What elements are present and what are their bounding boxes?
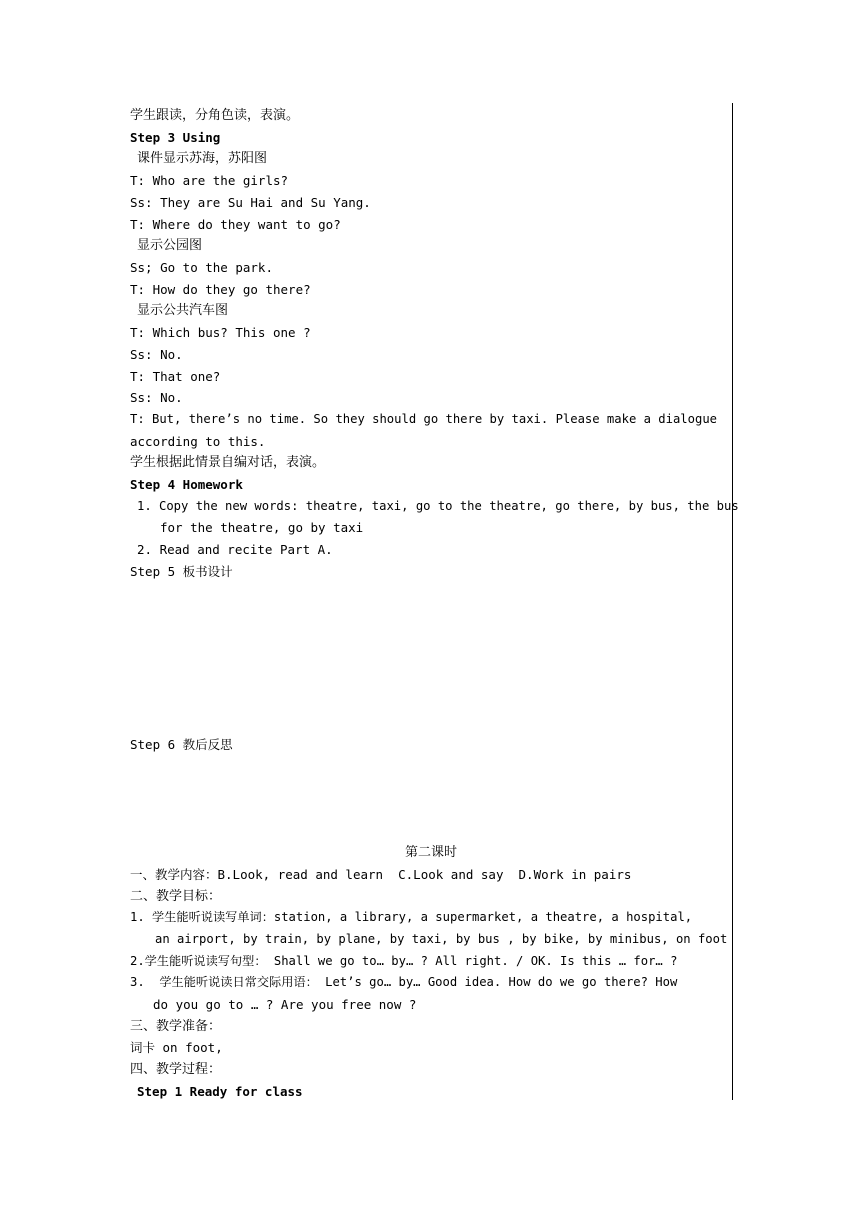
- list-item: 2. Read and recite Part A.: [137, 542, 333, 557]
- objective-line: 3. 学生能听说读日常交际用语： Let’s go… by… Good idea. How do we go there? How: [130, 975, 678, 989]
- dialogue-line: Ss; Go to the park.: [130, 260, 273, 275]
- objective-continuation: do you go to … ? Are you free now ?: [153, 997, 417, 1012]
- dialogue-line: Ss: They are Su Hai and Su Yang.: [130, 195, 371, 210]
- objective-line: 2.学生能听说读写句型： Shall we go to… by… ? All right. / OK. Is this … for… ?: [130, 954, 678, 968]
- list-item: 1. Copy the new words: theatre, taxi, go to the theatre, go there, by bus, the bus: [137, 499, 739, 513]
- dialogue-line: Ss: No.: [130, 347, 183, 362]
- step-heading: Step 6 教后反思: [130, 737, 233, 752]
- dialogue-line: T: That one?: [130, 369, 221, 384]
- dialogue-line: according to this.: [130, 434, 266, 449]
- text-line: 显示公园图: [137, 238, 203, 253]
- text-line: 课件显示苏海，苏阳图: [137, 151, 268, 166]
- step-heading: Step 4 Homework: [130, 477, 243, 492]
- dialogue-line: T: Which bus? This one ?: [130, 325, 311, 340]
- section-heading: 三、教学准备：: [130, 1019, 222, 1034]
- step-heading: Step 5 板书设计: [130, 564, 233, 579]
- text-line: 学生跟读，分角色读，表演。: [130, 108, 300, 123]
- section-heading: 二、教学目标：: [130, 889, 222, 904]
- step-heading: Step 1 Ready for class: [137, 1084, 303, 1099]
- dialogue-line: Ss: No.: [130, 390, 183, 405]
- objective-continuation: an airport, by train, by plane, by taxi, by bus , by bike, by minibus, on foot: [155, 932, 728, 946]
- dialogue-line: T: How do they go there?: [130, 282, 311, 297]
- section-heading: 四、教学过程：: [130, 1062, 222, 1077]
- section-line: 一、教学内容：B.Look, read and learn C.Look and say D.Work in pairs: [130, 867, 632, 882]
- dialogue-line: T: But, there’s no time. So they should go there by taxi. Please make a dialogue: [130, 412, 717, 426]
- objective-line: 1. 学生能听说读写单词：station, a library, a supermarket, a theatre, a hospital,: [130, 910, 693, 924]
- dialogue-line: T: Where do they want to go?: [130, 217, 341, 232]
- step-heading: Step 3 Using: [130, 130, 221, 145]
- text-line: 学生根据此情景自编对话，表演。: [130, 455, 326, 470]
- dialogue-line: T: Who are the girls?: [130, 173, 289, 188]
- text-line: 词卡 on foot,: [130, 1040, 223, 1055]
- list-item-continuation: for the theatre, go by taxi: [160, 520, 364, 535]
- text-line: 显示公共汽车图: [137, 303, 229, 318]
- lesson-title: 第二课时: [404, 845, 457, 860]
